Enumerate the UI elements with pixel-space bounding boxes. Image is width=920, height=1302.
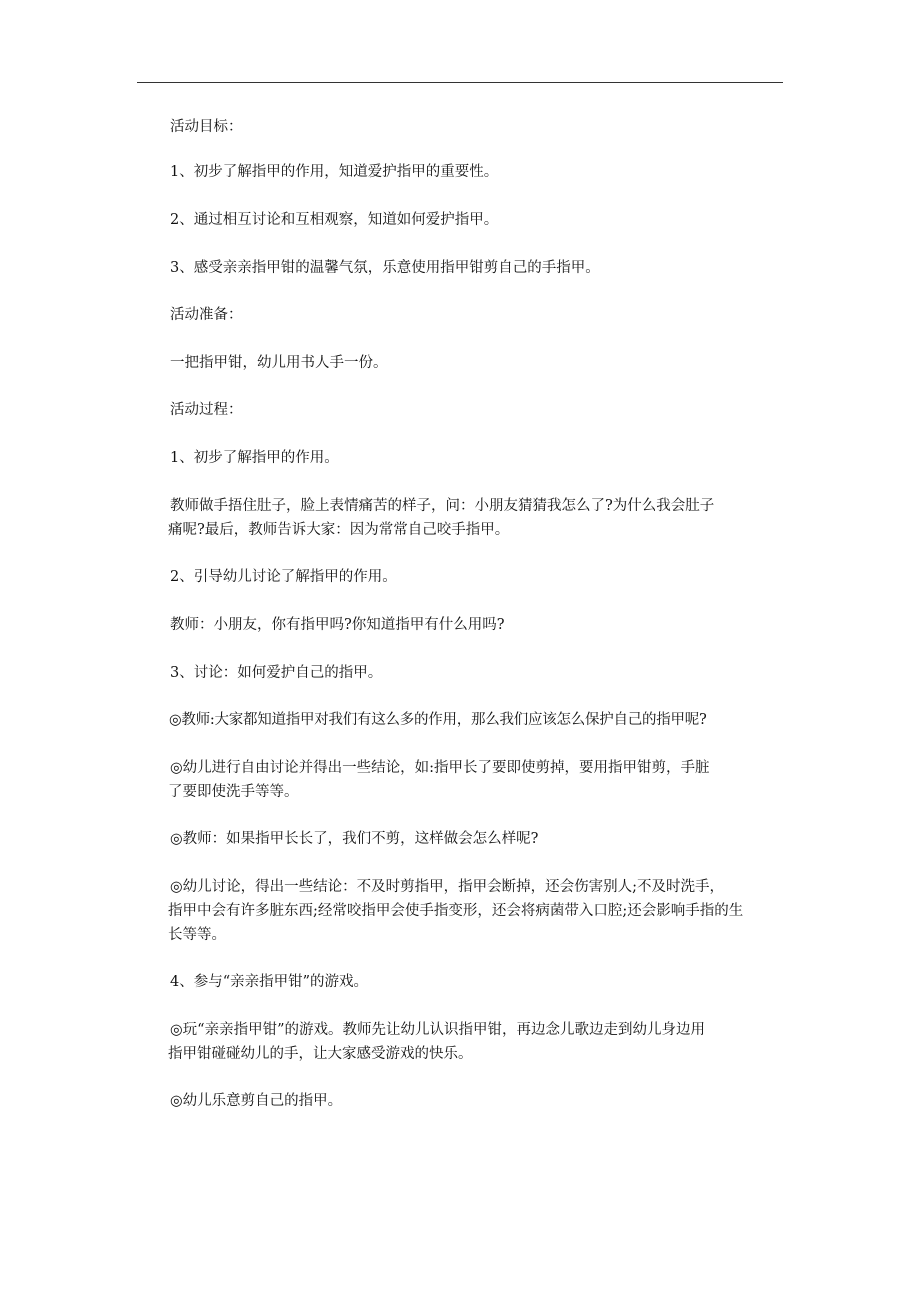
paragraph-line: ◎幼儿讨论，得出一些结论：不及时剪指甲，指甲会断掉，还会伤害别人;不及时洗手， bbox=[170, 879, 725, 895]
heading-activity-goals: 活动目标： bbox=[170, 119, 243, 135]
header-rule bbox=[137, 82, 783, 83]
paragraph-line: 痛呢?最后，教师告诉大家：因为常常自己咬手指甲。 bbox=[168, 522, 510, 538]
heading-activity-process: 活动过程： bbox=[170, 402, 243, 418]
paragraph-line: ◎玩“亲亲指甲钳”的游戏。教师先让幼儿认识指甲钳，再边念儿歌边走到幼儿身边用 bbox=[170, 1022, 705, 1038]
paragraph-children-conclusions bbox=[170, 875, 784, 947]
children-cut-nails: ◎幼儿乐意剪自己的指甲。 bbox=[170, 1093, 343, 1109]
paragraph-line: ◎幼儿进行自由讨论并得出一些结论，如:指甲长了要即使剪掉，要用指甲钳剪，手脏 bbox=[170, 760, 710, 776]
paragraph-teacher-stomach bbox=[170, 494, 784, 542]
process-step-2: 2、引导幼儿讨论了解指甲的作用。 bbox=[170, 569, 397, 585]
heading-activity-preparation: 活动准备： bbox=[170, 307, 243, 323]
paragraph-line: 指甲中会有许多脏东西;经常咬指甲会使手指变形，还会将病菌带入口腔;还会影响手指的生 bbox=[168, 903, 744, 919]
goal-item-3: 3、感受亲亲指甲钳的温馨气氛，乐意使用指甲钳剪自己的手指甲。 bbox=[170, 260, 600, 276]
process-step-4: 4、参与“亲亲指甲钳”的游戏。 bbox=[170, 974, 369, 990]
goal-item-2: 2、通过相互讨论和互相观察，知道如何爱护指甲。 bbox=[170, 212, 499, 228]
paragraph-line: 长等等。 bbox=[168, 927, 226, 943]
paragraph-line: 教师做手捂住肚子，脸上表情痛苦的样子，问：小朋友猜猜我怎么了?为什么我会肚子 bbox=[170, 498, 715, 514]
preparation-text: 一把指甲钳，幼儿用书人手一份。 bbox=[170, 355, 388, 371]
paragraph-line: 指甲钳碰碰幼儿的手，让大家感受游戏的快乐。 bbox=[168, 1046, 473, 1062]
process-step-3: 3、讨论：如何爱护自己的指甲。 bbox=[170, 665, 383, 681]
goal-item-1: 1、初步了解指甲的作用，知道爱护指甲的重要性。 bbox=[170, 164, 499, 180]
paragraph-children-discuss bbox=[170, 756, 784, 804]
teacher-protect-question: ◎教师:大家都知道指甲对我们有这么多的作用，那么我们应该怎么保护自己的指甲呢? bbox=[169, 712, 707, 728]
teacher-long-nails-question: ◎教师：如果指甲长长了，我们不剪，这样做会怎么样呢? bbox=[170, 831, 539, 847]
paragraph-line: 了要即使洗手等等。 bbox=[168, 784, 299, 800]
paragraph-game bbox=[170, 1018, 784, 1066]
process-step-1: 1、初步了解指甲的作用。 bbox=[170, 450, 339, 466]
teacher-question: 教师：小朋友，你有指甲吗?你知道指甲有什么用吗? bbox=[170, 617, 505, 633]
